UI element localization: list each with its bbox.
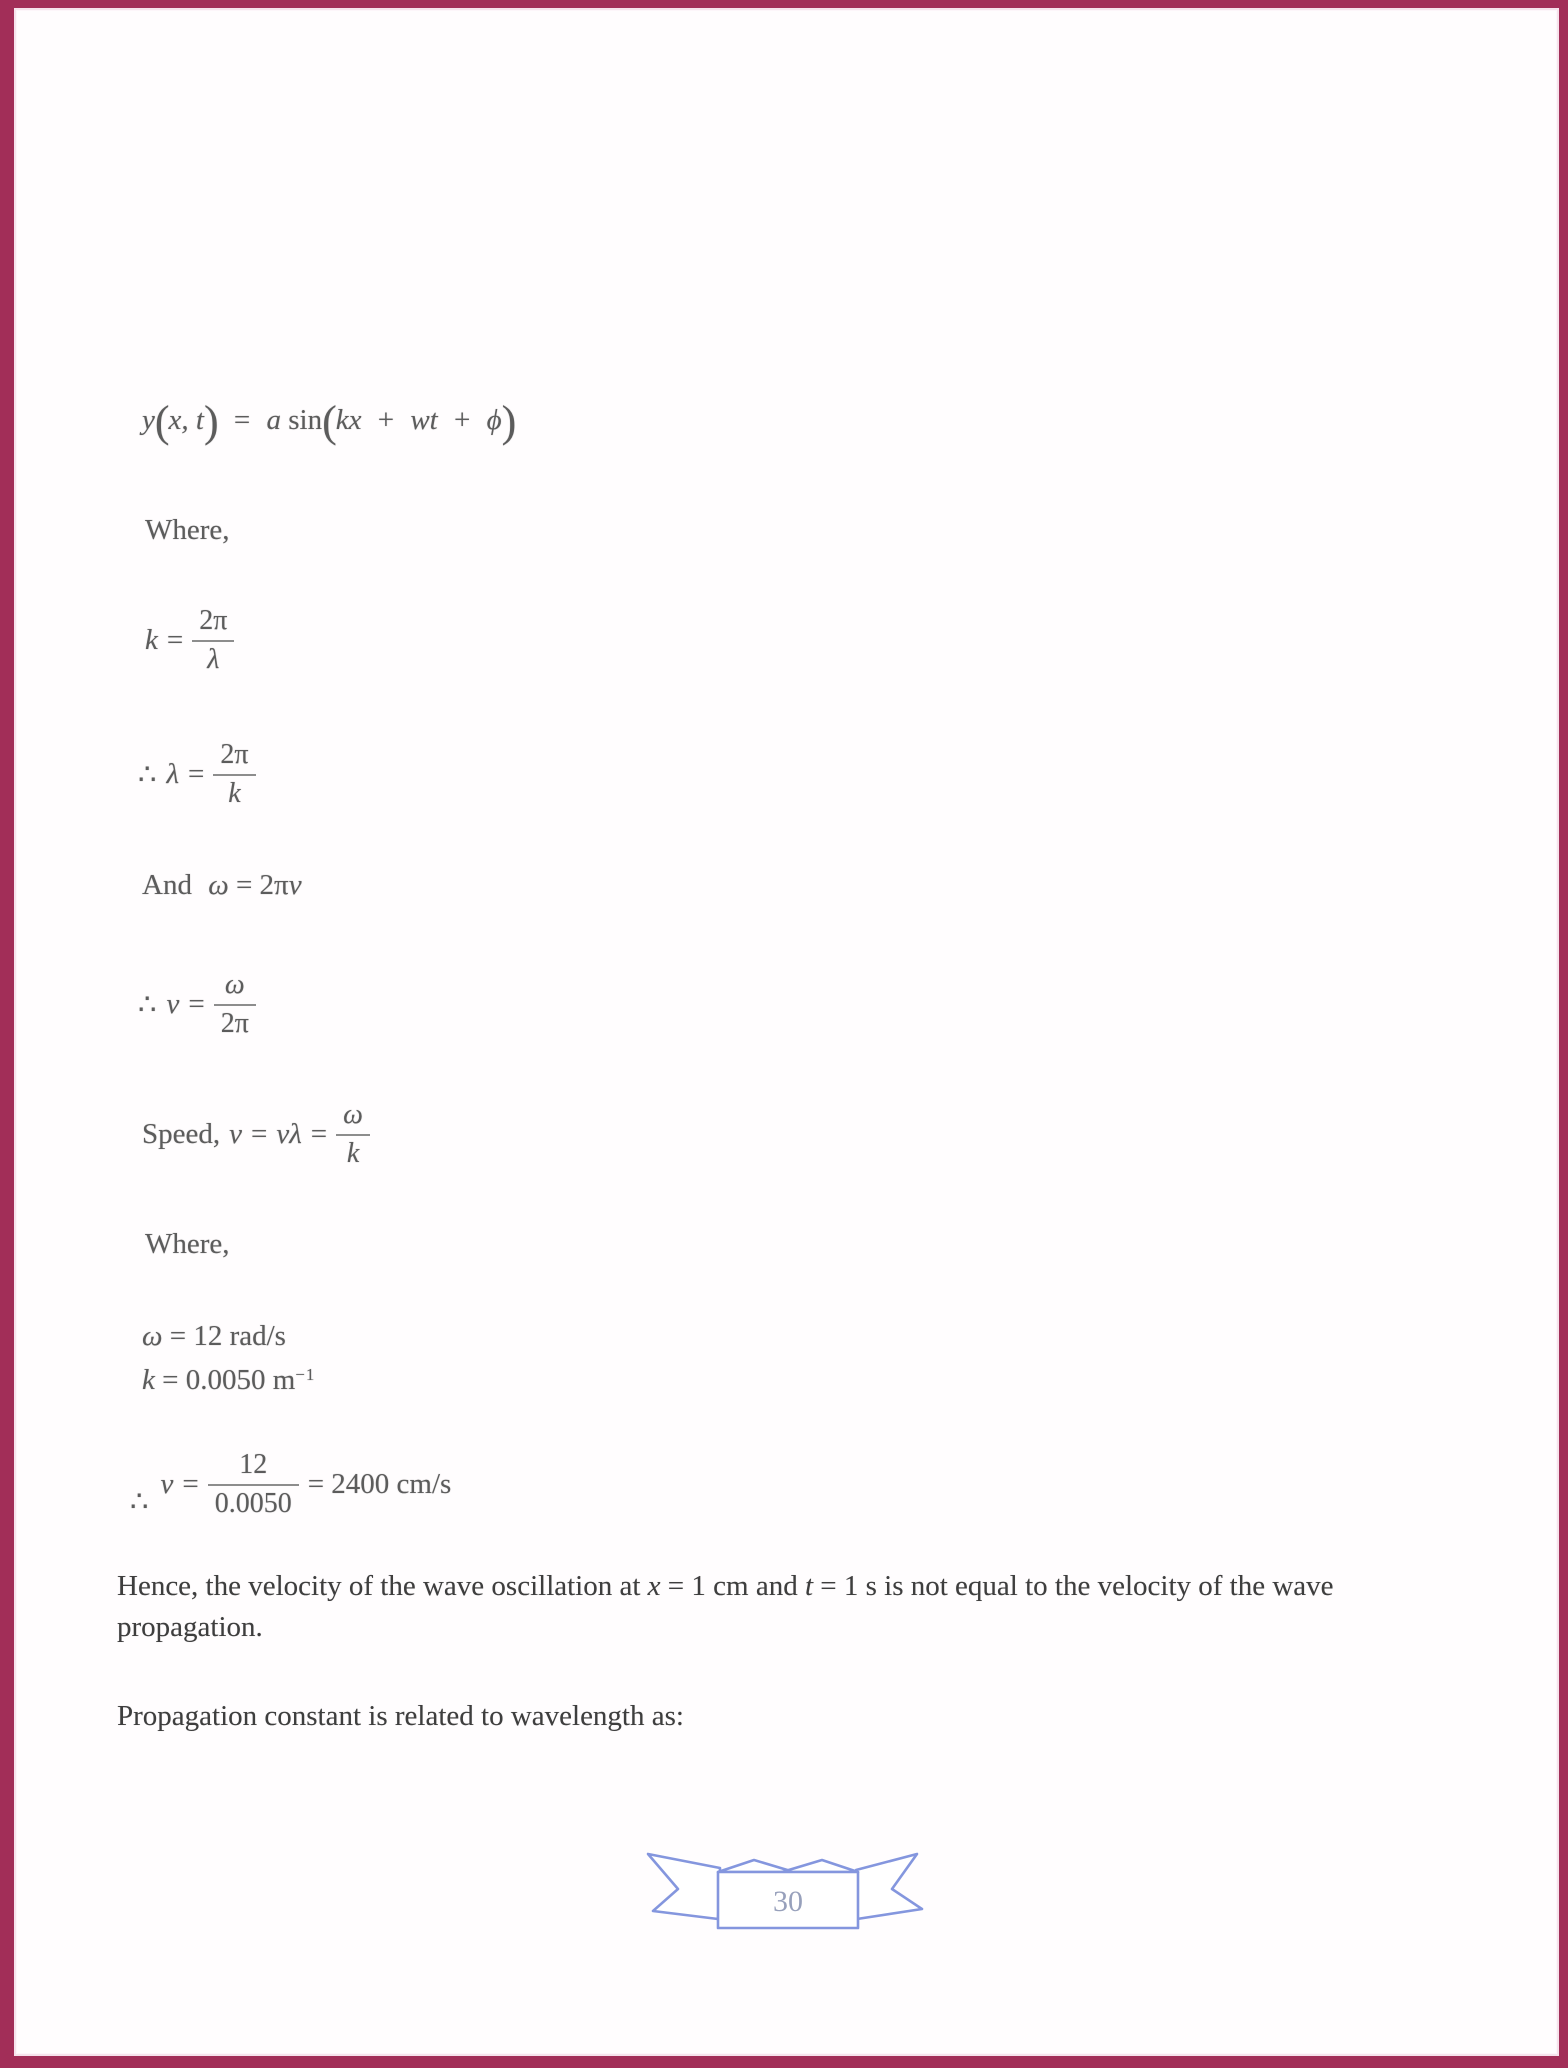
text-segment: = 1 s is not equal to the velocity of the wave propagation. <box>117 1570 1334 1643</box>
equals-sign: = <box>310 1118 328 1151</box>
paren-close: ) <box>501 397 516 446</box>
denominator: k <box>228 777 241 809</box>
paren-close: ) <box>203 397 218 446</box>
var-args: x, t <box>168 404 204 436</box>
numerator: ω <box>343 1099 363 1130</box>
fraction <box>213 740 255 810</box>
paren-open: ( <box>154 397 169 446</box>
result-value: = 2400 cm/s <box>307 1468 452 1501</box>
speed-label: Speed, <box>142 1118 221 1151</box>
equation-k <box>145 606 234 676</box>
where-label-2: Where, <box>145 1228 230 1260</box>
denominator: 0.0050 <box>214 1487 292 1519</box>
paren-open: ( <box>322 397 336 446</box>
numerator: 12 <box>239 1449 268 1480</box>
fraction <box>214 970 256 1040</box>
var-lambda: λ <box>166 758 180 791</box>
equation-lambda <box>138 740 256 810</box>
equals-2pi: = 2π <box>235 869 289 901</box>
var-v: v <box>160 1468 174 1501</box>
var-k: k <box>142 1364 155 1396</box>
equation-omega-value <box>142 1320 286 1353</box>
numerator: 2π <box>199 605 228 636</box>
propagation-sentence: Propagation constant is related to wavelength as: <box>117 1700 684 1732</box>
therefore-symbol: ∴ <box>138 989 157 1022</box>
text-segment: = 1 cm and <box>660 1570 805 1602</box>
ribbon-left-tail <box>648 1854 720 1919</box>
exponent: −1 <box>295 1365 316 1384</box>
plus-sign: + <box>454 404 471 436</box>
numerator: ω <box>224 969 245 1000</box>
therefore-symbol: ∴ <box>138 759 157 792</box>
k-value: = 0.0050 m <box>162 1364 296 1396</box>
var-omega: ω <box>208 869 229 901</box>
var-y: y <box>142 404 155 436</box>
equals-sign: = <box>233 404 251 436</box>
var-v: v <box>229 1118 242 1151</box>
plus-sign: + <box>377 404 395 436</box>
equation-nu <box>138 970 256 1040</box>
ribbon-left-fold <box>718 1860 794 1872</box>
var-a: a <box>266 404 281 436</box>
var-nu: ν <box>288 869 302 901</box>
page-number-ribbon <box>644 1851 932 1935</box>
denominator: 2π <box>220 1007 249 1039</box>
equation-velocity-result <box>130 1450 460 1520</box>
var-x: x <box>647 1570 661 1602</box>
var-nu-lambda: νλ <box>276 1118 302 1151</box>
var-t: t <box>804 1570 814 1602</box>
var-wt: wt <box>410 404 438 436</box>
therefore-symbol: ∴ <box>130 1485 149 1518</box>
fraction <box>336 1100 370 1170</box>
var-nu: ν <box>166 988 180 1021</box>
equation-speed <box>142 1100 370 1170</box>
page-number: 30 <box>773 1885 803 1918</box>
var-k: k <box>145 624 158 657</box>
equation-k-value <box>142 1364 315 1397</box>
var-omega: ω <box>142 1320 163 1352</box>
denominator: λ <box>207 643 220 675</box>
equation-omega <box>142 869 302 902</box>
var-kx: kx <box>335 404 362 436</box>
equals-sign: = <box>182 1468 199 1501</box>
fraction <box>192 606 234 676</box>
denominator: k <box>346 1137 360 1169</box>
equation-wave-function <box>142 397 516 446</box>
ribbon-right-fold <box>782 1860 858 1872</box>
and-label: And <box>142 869 192 901</box>
equals-sign: = <box>166 624 184 657</box>
fraction <box>208 1450 299 1520</box>
text-segment: Hence, the velocity of the wave oscillation at <box>117 1570 648 1602</box>
conclusion-paragraph <box>117 1566 1407 1648</box>
equals-sign: = <box>251 1118 268 1151</box>
equals-sign: = <box>188 758 205 791</box>
var-phi: ϕ <box>486 404 502 436</box>
ribbon-right-tail <box>856 1854 922 1919</box>
numerator: 2π <box>220 739 249 770</box>
omega-value: = 12 rad/s <box>169 1320 286 1352</box>
sin-function: sin <box>288 404 323 436</box>
where-label-1: Where, <box>145 514 230 546</box>
equals-sign: = <box>188 988 205 1021</box>
